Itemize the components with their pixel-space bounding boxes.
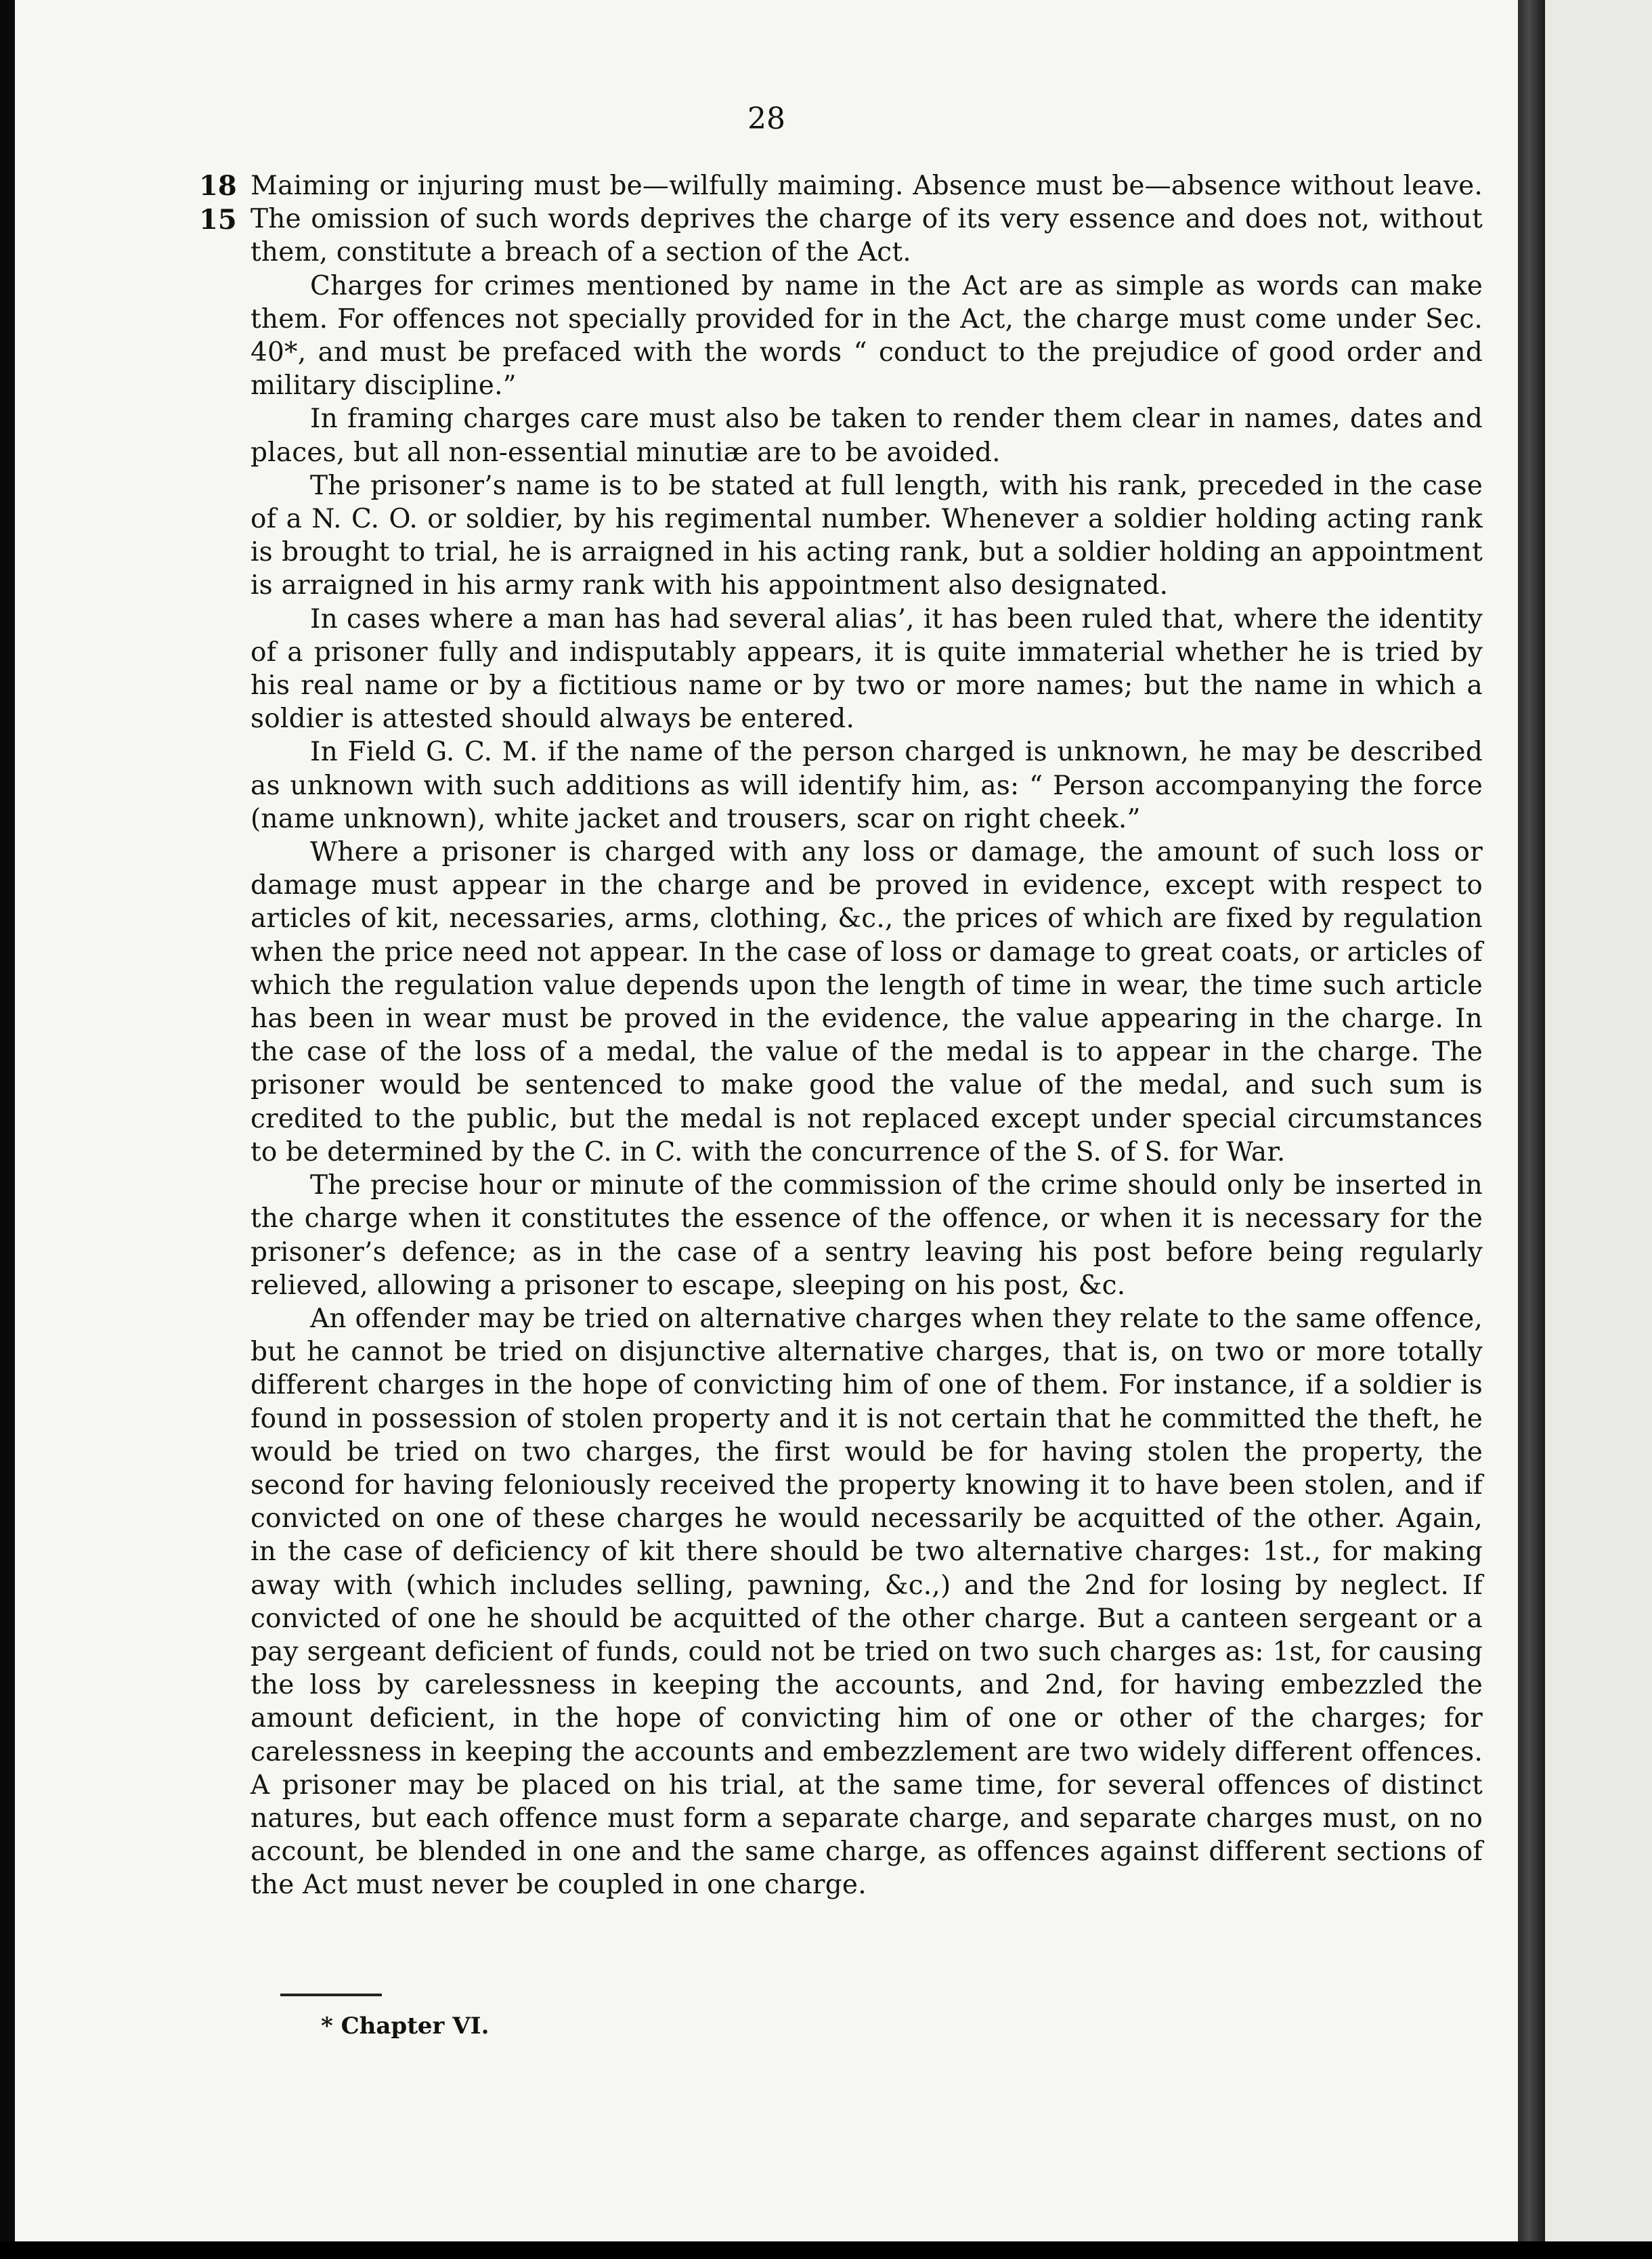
book-page [15, 0, 1518, 2241]
footnote-rule [280, 1994, 382, 1996]
body-text [251, 169, 1483, 1902]
book-gutter [1518, 0, 1545, 2241]
paragraph: Maiming or injuring must be—wilfully maiming. Absence must be—absence without leave. The omission of such words deprives the charge of its very essence and does not, without them, constitute a breach of a section of the Act. [251, 171, 1483, 268]
margin-notes [199, 169, 237, 237]
adjacent-page-edge [1545, 0, 1652, 2241]
margin-note: 18 [199, 170, 237, 202]
paragraph: In framing charges care must also be taken to render them clear in names, dates and places, but all non-essential minutiæ are to be avoided. [251, 404, 1483, 468]
paragraph: An offender may be tried on alternative charges when they relate to the same offence, but he cannot be tried on disjunctive alternative charges, that is, on two or more totally different charges in the hope of convicting him of one of them. For instance, if a soldier is found in possession of stolen property and it is not certain that he committed the theft, he would be tried on two charges, the first would be for having stolen the property, the second for having feloniously received the property knowing it to have been stolen, and if convicted on one of these charges he would necessarily be acquitted of the other. Again, in the case of deficiency of kit there should be two alternative charges: 1st., for making away with (which includes selling, pawning, &c.,) and the 2nd for losing by neglect. If convicted of one he should be acquitted of the other charge. But a canteen sergeant or a pay sergeant deficient of funds, could not be tried on two such charges as: 1st, for causing the loss by carelessness in keeping the accounts, and 2nd, for having embezzled the amount deficient, in the hope of convicting him of one or other of the charges; for carelessness in keeping the accounts and embezzlement are two widely different offences. A prisoner may be placed on his trial, at the same time, for several offences of distinct natures, but each offence must form a separate charge, and separate charges must, on no account, be blended in one and the same charge, as offences against different sections of the Act must never be coupled in one charge. [251, 1303, 1483, 1901]
paragraph: The prisoner’s name is to be stated at full length, with his rank, preceded in the case of a N. C. O. or soldier, by his regimental number. Whenever a soldier holding acting rank is brought to trial, he is arraigned in his acting rank, but a soldier holding an appointment is arraigned in his army rank with his appointment also designated. [251, 470, 1483, 601]
paragraph: In Field G. C. M. if the name of the person charged is unknown, he may be described as unknown with such additions as will identify him, as: “ Person accompanying the force (name unknown), white jacket and trousers, scar on right cheek.” [251, 737, 1483, 834]
margin-note: 15 [199, 204, 237, 236]
paragraph: Charges for crimes mentioned by name in the Act are as simple as words can make them. For offences not specially provided for in the Act, the charge must come under Sec. 40*, and must be prefaced with the words “ conduct to the prejudice of good order and military discipline.” [251, 270, 1483, 402]
footnote: * Chapter VI. [321, 2013, 490, 2040]
paragraph: In cases where a man has had several alias’, it has been ruled that, where the identity of a prisoner fully and indisputably appears, it is quite immaterial whether he is tried by his real name or by a fictitious name or by two or more names; but the name in which a soldier is attested should always be entered. [251, 603, 1483, 735]
paragraph: The precise hour or minute of the commission of the crime should only be inserted in the charge when it constitutes the essence of the offence, or when it is necessary for the prisoner’s defence; as in the case of a sentry leaving his post before being regularly relieved, allowing a prisoner to escape, sleeping on his post, &c. [251, 1170, 1483, 1301]
paragraph: Where a prisoner is charged with any loss or damage, the amount of such loss or damage must appear in the charge and be proved in evidence, except with respect to articles of kit, necessaries, arms, clothing, &c., the prices of which are fixed by regulation when the price need not appear. In the case of loss or damage to great coats, or articles of which the regulation value depends upon the length of time in wear, the time such article has been in wear must be proved in the evidence, the value appearing in the charge. In the case of the loss of a medal, the value of the medal is to appear in the charge. The prisoner would be sentenced to make good the value of the medal, and such sum is credited to the public, but the medal is not replaced except under special circumstances to be determined by the C. in C. with the concurrence of the S. of S. for War. [251, 837, 1483, 1167]
scan-bottom-border [0, 2241, 1652, 2259]
page-number: 28 [747, 102, 785, 136]
